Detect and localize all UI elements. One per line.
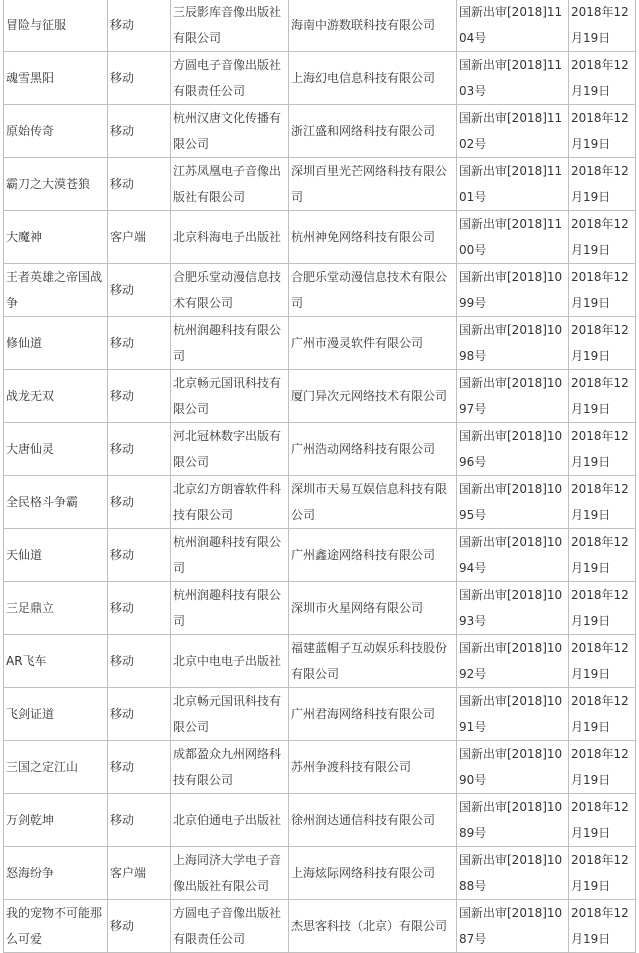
table-row bbox=[4, 317, 636, 370]
platform-type-cell: 移动 bbox=[108, 317, 171, 370]
table-row bbox=[4, 264, 636, 317]
approval-date-cell: 2018年12月19日 bbox=[569, 900, 636, 953]
approval-date-cell: 2018年12月19日 bbox=[569, 794, 636, 847]
platform-type-cell: 客户端 bbox=[108, 211, 171, 264]
approval-date-cell: 2018年12月19日 bbox=[569, 582, 636, 635]
approval-date-cell: 2018年12月19日 bbox=[569, 423, 636, 476]
game-name-cell: 我的宠物不可能那么可爱 bbox=[4, 900, 108, 953]
game-name-cell: 魂雪黑阳 bbox=[4, 52, 108, 105]
table-row bbox=[4, 158, 636, 211]
game-name-cell: 三国之定江山 bbox=[4, 741, 108, 794]
table-row bbox=[4, 900, 636, 953]
game-name-cell: 冒险与征服 bbox=[4, 0, 108, 52]
table-row bbox=[4, 741, 636, 794]
game-name-cell: AR飞车 bbox=[4, 635, 108, 688]
approval-number-cell: 国新出审[2018]1101号 bbox=[457, 158, 569, 211]
game-name-cell: 霸刀之大漠苍狼 bbox=[4, 158, 108, 211]
approval-number-cell: 国新出审[2018]1089号 bbox=[457, 794, 569, 847]
platform-type-cell: 移动 bbox=[108, 582, 171, 635]
publisher-cell: 合肥乐堂动漫信息技术有限公司 bbox=[171, 264, 289, 317]
operator-cell: 海南中游数联科技有限公司 bbox=[289, 0, 457, 52]
game-name-cell: 全民格斗争霸 bbox=[4, 476, 108, 529]
game-name-cell: 万剑乾坤 bbox=[4, 794, 108, 847]
table-row bbox=[4, 635, 636, 688]
approval-date-cell: 2018年12月19日 bbox=[569, 158, 636, 211]
table-row bbox=[4, 370, 636, 423]
platform-type-cell: 移动 bbox=[108, 794, 171, 847]
approval-number-cell: 国新出审[2018]1091号 bbox=[457, 688, 569, 741]
operator-cell: 杰思客科技（北京）有限公司 bbox=[289, 900, 457, 953]
approval-number-cell: 国新出审[2018]1100号 bbox=[457, 211, 569, 264]
approval-date-cell: 2018年12月19日 bbox=[569, 52, 636, 105]
table-row bbox=[4, 0, 636, 52]
table-row bbox=[4, 847, 636, 900]
game-name-cell: 飞剑证道 bbox=[4, 688, 108, 741]
publisher-cell: 北京科海电子出版社 bbox=[171, 211, 289, 264]
approval-number-cell: 国新出审[2018]1088号 bbox=[457, 847, 569, 900]
game-name-cell: 王者英雄之帝国战争 bbox=[4, 264, 108, 317]
approval-number-cell: 国新出审[2018]1102号 bbox=[457, 105, 569, 158]
publisher-cell: 北京畅元国讯科技有限公司 bbox=[171, 688, 289, 741]
platform-type-cell: 客户端 bbox=[108, 847, 171, 900]
operator-cell: 深圳百里光芒网络科技有限公司 bbox=[289, 158, 457, 211]
game-name-cell: 天仙道 bbox=[4, 529, 108, 582]
approval-date-cell: 2018年12月19日 bbox=[569, 264, 636, 317]
approval-date-cell: 2018年12月19日 bbox=[569, 370, 636, 423]
platform-type-cell: 移动 bbox=[108, 423, 171, 476]
table-row bbox=[4, 582, 636, 635]
approval-date-cell: 2018年12月19日 bbox=[569, 105, 636, 158]
approval-date-cell: 2018年12月19日 bbox=[569, 0, 636, 52]
platform-type-cell: 移动 bbox=[108, 635, 171, 688]
publisher-cell: 成都盈众九州网络科技有限公司 bbox=[171, 741, 289, 794]
operator-cell: 苏州争渡科技有限公司 bbox=[289, 741, 457, 794]
table-row bbox=[4, 794, 636, 847]
approval-date-cell: 2018年12月19日 bbox=[569, 476, 636, 529]
operator-cell: 浙江盛和网络科技有限公司 bbox=[289, 105, 457, 158]
publisher-cell: 方圆电子音像出版社有限责任公司 bbox=[171, 52, 289, 105]
game-name-cell: 修仙道 bbox=[4, 317, 108, 370]
platform-type-cell: 移动 bbox=[108, 529, 171, 582]
approval-number-cell: 国新出审[2018]1095号 bbox=[457, 476, 569, 529]
approval-number-cell: 国新出审[2018]1093号 bbox=[457, 582, 569, 635]
platform-type-cell: 移动 bbox=[108, 264, 171, 317]
approval-number-cell: 国新出审[2018]1104号 bbox=[457, 0, 569, 52]
operator-cell: 厦门异次元网络技术有限公司 bbox=[289, 370, 457, 423]
operator-cell: 广州君海网络科技有限公司 bbox=[289, 688, 457, 741]
game-name-cell: 怒海纷争 bbox=[4, 847, 108, 900]
operator-cell: 杭州神免网络科技有限公司 bbox=[289, 211, 457, 264]
approval-number-cell: 国新出审[2018]1098号 bbox=[457, 317, 569, 370]
publisher-cell: 江苏凤凰电子音像出版社有限公司 bbox=[171, 158, 289, 211]
operator-cell: 深圳市天易互娱信息科技有限公司 bbox=[289, 476, 457, 529]
platform-type-cell: 移动 bbox=[108, 741, 171, 794]
game-name-cell: 三足鼎立 bbox=[4, 582, 108, 635]
publisher-cell: 北京伯通电子出版社 bbox=[171, 794, 289, 847]
approval-date-cell: 2018年12月19日 bbox=[569, 317, 636, 370]
table-row bbox=[4, 476, 636, 529]
operator-cell: 上海幻电信息科技有限公司 bbox=[289, 52, 457, 105]
approval-date-cell: 2018年12月19日 bbox=[569, 635, 636, 688]
table-row bbox=[4, 688, 636, 741]
platform-type-cell: 移动 bbox=[108, 105, 171, 158]
operator-cell: 上海炫际网络科技有限公司 bbox=[289, 847, 457, 900]
table-row bbox=[4, 105, 636, 158]
approval-number-cell: 国新出审[2018]1097号 bbox=[457, 370, 569, 423]
platform-type-cell: 移动 bbox=[108, 370, 171, 423]
table-row bbox=[4, 52, 636, 105]
approval-date-cell: 2018年12月19日 bbox=[569, 529, 636, 582]
approval-date-cell: 2018年12月19日 bbox=[569, 847, 636, 900]
operator-cell: 广州浩动网络科技有限公司 bbox=[289, 423, 457, 476]
publisher-cell: 杭州润趣科技有限公司 bbox=[171, 317, 289, 370]
platform-type-cell: 移动 bbox=[108, 52, 171, 105]
game-name-cell: 大魔神 bbox=[4, 211, 108, 264]
approval-number-cell: 国新出审[2018]1099号 bbox=[457, 264, 569, 317]
table-row bbox=[4, 211, 636, 264]
publisher-cell: 上海同济大学电子音像出版社有限公司 bbox=[171, 847, 289, 900]
approval-date-cell: 2018年12月19日 bbox=[569, 688, 636, 741]
approval-date-cell: 2018年12月19日 bbox=[569, 741, 636, 794]
game-name-cell: 大唐仙灵 bbox=[4, 423, 108, 476]
approval-table-body bbox=[4, 0, 636, 953]
platform-type-cell: 移动 bbox=[108, 900, 171, 953]
operator-cell: 徐州润达通信科技有限公司 bbox=[289, 794, 457, 847]
platform-type-cell: 移动 bbox=[108, 476, 171, 529]
publisher-cell: 北京幻方朗睿软件科技有限公司 bbox=[171, 476, 289, 529]
operator-cell: 深圳市火星网络有限公司 bbox=[289, 582, 457, 635]
publisher-cell: 北京畅元国讯科技有限公司 bbox=[171, 370, 289, 423]
publisher-cell: 方圆电子音像出版社有限责任公司 bbox=[171, 900, 289, 953]
platform-type-cell: 移动 bbox=[108, 0, 171, 52]
game-name-cell: 战龙无双 bbox=[4, 370, 108, 423]
table-row bbox=[4, 423, 636, 476]
approval-number-cell: 国新出审[2018]1087号 bbox=[457, 900, 569, 953]
operator-cell: 合肥乐堂动漫信息技术有限公司 bbox=[289, 264, 457, 317]
publisher-cell: 杭州汉唐文化传播有限公司 bbox=[171, 105, 289, 158]
game-name-cell: 原始传奇 bbox=[4, 105, 108, 158]
table-row bbox=[4, 529, 636, 582]
approval-table bbox=[3, 0, 636, 953]
approval-number-cell: 国新出审[2018]1092号 bbox=[457, 635, 569, 688]
platform-type-cell: 移动 bbox=[108, 688, 171, 741]
approval-number-cell: 国新出审[2018]1090号 bbox=[457, 741, 569, 794]
publisher-cell: 杭州润趣科技有限公司 bbox=[171, 529, 289, 582]
publisher-cell: 河北冠林数字出版有限公司 bbox=[171, 423, 289, 476]
approval-number-cell: 国新出审[2018]1103号 bbox=[457, 52, 569, 105]
publisher-cell: 杭州润趣科技有限公司 bbox=[171, 582, 289, 635]
operator-cell: 广州鑫途网络科技有限公司 bbox=[289, 529, 457, 582]
publisher-cell: 北京中电电子出版社 bbox=[171, 635, 289, 688]
publisher-cell: 三辰影库音像出版社有限公司 bbox=[171, 0, 289, 52]
approval-number-cell: 国新出审[2018]1096号 bbox=[457, 423, 569, 476]
operator-cell: 广州市漫灵软件有限公司 bbox=[289, 317, 457, 370]
approval-date-cell: 2018年12月19日 bbox=[569, 211, 636, 264]
approval-number-cell: 国新出审[2018]1094号 bbox=[457, 529, 569, 582]
platform-type-cell: 移动 bbox=[108, 158, 171, 211]
operator-cell: 福建蓝帽子互动娱乐科技股份有限公司 bbox=[289, 635, 457, 688]
